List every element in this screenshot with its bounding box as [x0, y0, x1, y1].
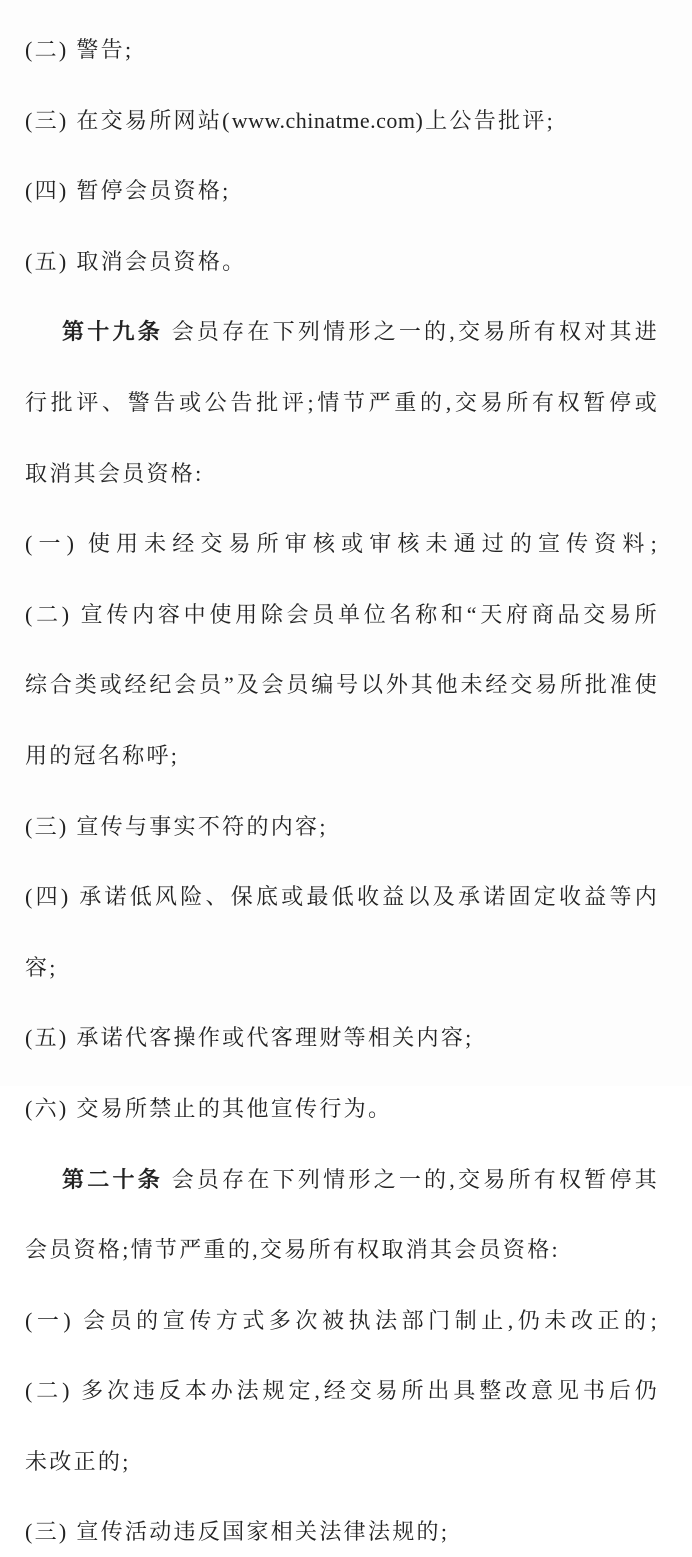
article-19-item-2-line-2: 综合类或经纪会员”及会员编号以外其他未经交易所批准使 — [25, 672, 659, 698]
article-19-item-5: (五) 承诺代客操作或代客理财等相关内容; — [25, 1025, 474, 1051]
list-item-website-criticism-pre: (三) 在交易所网站( — [25, 107, 232, 133]
article-19-item-3: (三) 宣传与事实不符的内容; — [25, 813, 328, 839]
article-20-item-2-line-2: 未改正的; — [25, 1448, 131, 1474]
article-19-line-1 — [25, 308, 659, 357]
article-20-item-3: (三) 宣传活动违反国家相关法律法规的; — [25, 1519, 450, 1545]
list-item-suspend-membership: (四) 暂停会员资格; — [25, 178, 231, 204]
article-20-item-2-line-1: (二) 多次违反本办法规定,经交易所出具整改意见书后仍 — [25, 1378, 659, 1404]
article-19-number: 第十九条 — [62, 319, 163, 345]
list-item-cancel-membership: (五) 取消会员资格。 — [25, 248, 247, 274]
article-20-item-1: (一) 会员的宣传方式多次被执法部门制止,仍未改正的; — [25, 1307, 659, 1333]
article-19-item-4-line-1: (四) 承诺低风险、保底或最低收益以及承诺固定收益等内 — [25, 884, 659, 910]
article-20-number: 第二十条 — [62, 1166, 163, 1192]
list-item-warning: (二) 警告; — [25, 37, 134, 62]
article-19-item-1: (一) 使用未经交易所审核或审核未通过的宣传资料; — [25, 531, 659, 557]
article-20-line-1 — [25, 1156, 659, 1205]
article-19-line-2: 行批评、警告或公告批评;情节严重的,交易所有权暂停或 — [25, 389, 659, 415]
article-20-line-1-text: 会员存在下列情形之一的,交易所有权暂停其 — [162, 1166, 659, 1192]
list-item-website-criticism — [25, 97, 659, 146]
list-item-website-criticism-post: )上公告批评; — [415, 107, 556, 133]
website-url: www.chinatme.com — [231, 107, 416, 133]
article-19-item-2-line-3: 用的冠名称呼; — [25, 742, 180, 768]
article-19-item-6: (六) 交易所禁止的其他宣传行为。 — [25, 1095, 393, 1121]
article-19-line-1-text: 会员存在下列情形之一的,交易所有权对其进 — [162, 319, 659, 345]
article-19-item-4-line-2: 容; — [25, 954, 58, 980]
article-20-line-2: 会员资格;情节严重的,交易所有权取消其会员资格: — [25, 1237, 560, 1263]
article-19-item-2-line-1: (二) 宣传内容中使用除会员单位名称和“天府商品交易所 — [25, 601, 659, 627]
article-19-line-3: 取消其会员资格: — [25, 460, 204, 486]
